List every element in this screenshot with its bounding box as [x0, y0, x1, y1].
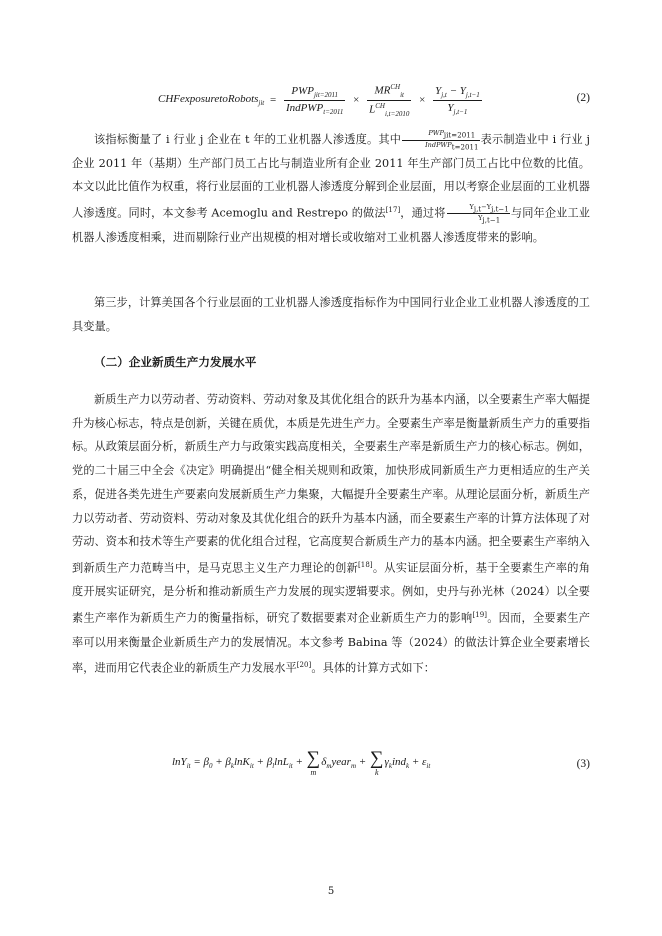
paragraph-new-productivity: 新质生产力以劳动者、劳动资料、劳动对象及其优化组合的跃升为基本内涵，以全要素生产率大幅提升为核心标志，特点是创新，关键在质优，本质是先进生产力。全要素生产率是衡量新质生产力的重要指标。从政策层面分析，新质生产力与政策实践高度相关，全要素生产率是新质生产力的核心标志。例如，党的二十届三中全会《决定》明确提出“健全相关规则和政策，加快形成同新质生产力更相适应的生产关系，促进各类先进生产要素向发展新质生产力集聚，大幅提升全要素生产率。从理论层面分析，新质生产力以劳动者、劳动资料、劳动对象及其优化组合的跃升为基本内涵，而全要素生产率的计算方法体现了对劳动、资本和技术等生产要素的优化组合过程，它高度契合新质生产力的基本内涵。把全要素生产率纳入到新质生产力范畴当中，是马克思主义生产力理论的创新[18]。从实证层面分析，基于全要素生产率的角度开展实证研究，是分析和推动新质生产力发展的现实逻辑要求。例如，史丹与孙光林（2024）以全要素生产率作为新质生产力的衡量指标，研究了数据要素对企业新质生产力的影响[19]。因而，全要素生产率可以用来衡量企业新质生产力的发展情况。本文参考 Babina 等（2024）的做法计算企业全要素增长率，进而用它代表企业的新质生产力发展水平[20]。具体的计算方式如下： — [72, 393, 590, 675]
citation-19[interactable]: [19] — [472, 611, 488, 620]
eq2-number: (2) — [576, 92, 590, 104]
eq3-lhs: lnY$_{it}$ — [172, 756, 191, 771]
eq3-industry-term: $\gamma_kind_k + \varepsilon_{it}$ — [384, 756, 431, 771]
citation-20[interactable]: [20] — [296, 661, 312, 670]
citation-18[interactable]: [18] — [358, 560, 373, 569]
eq3-sum-year: ∑ m — [306, 748, 321, 777]
eq3-year-term: $\delta_myear_m$ + — [321, 756, 369, 771]
eq2-lhs: CHFexposuretoRobots$_{jit}$ — [158, 93, 265, 108]
inline-fraction-y: $\frac{Y_{j,t}-Y_{j,t-1}}{Y_{j,t-1}}$ — [447, 203, 510, 225]
eq3-rhs-terms: = $\beta_0 + \beta_k\ln K_{it} + \beta_l\ln L_{it}$ + — [190, 756, 306, 771]
eq3-number: (3) — [576, 758, 590, 770]
paper-page: CHFexposuretoRobots$_{jit}$ = $\frac{PWP_{jit=2011}}{IndPWP_{t=2011}}$ × $\frac{MR^{CH}_{it}}{L^{CH}_{i,t=2010}}$ × $\frac{Y_{j,t} - Y_{j,t-1}}{Y_{j,t-1}}$ (2) 该指标衡量了 i 行业 j 企业在 t 年的工业机器人渗透度。其中 $PWP_{jit=2011}$ IndPWP$_{t=2011}$ 表示制造业中 i 行业 j 企业 2011 年（基期）生产部门员工占比与制造业所有企业 2011 年生产部门员工占比中位数的比值。本文以此比值作为权重，将行业层面的工业机器人渗透度分解到企业层面，用以考察企业层面的工业机器人渗透度。同时，本文参考 Acemoglu and Restrepo 的做法[17]，通过将 $\frac{Y_{j,t}-Y_{j,t-1}}{Y_{j,t-1}}$ 与同年企业工业机器人渗透度相乘，进而剔除行业产出规模的相对增长或收缩对工业机器人渗透度带来的影响。 第三步，计算美国各个行业层面的工业机器人渗透度指标作为中国同行业企业工业机器人渗透度的工具变量。 （二）企业新质生产力发展水平 新质生产力以劳动者、劳动资料、劳动对象及其优化组合的跃升为基本内涵，以全要素生产率大幅提升为核心标志，特点是创新，关键在质优，本质是先进生产力。全要素生产率是衡量新质生产力的重要指标。从政策层面分析，新质生产力与政策实践高度相关，全要素生产率是新质生产力的核心标志。例如，党的二十届三中全会《决定》明确提出“健全相关规则和政策，加快形成同新质生产力更相适应的生产关系，促进各类先进生产要素向发展新质生产力集聚，大幅提升全要素生产率。从理论层面分析，新质生产力以劳动者、劳动资料、劳动对象及其优化组合的跃升为基本内涵，而全要素生产率的计算方法体现了对劳动、资本和技术等生产要素的优化组合过程，它高度契合新质生产力的基本内涵。把全要素生产率纳入到新质生产力范畴当中，是马克思主义生产力理论的创新[18]。从实证层面分析，基于全要素生产率的角度开展实证研究，是分析和推动新质生产力发展的现实逻辑要求。例如，史丹与孙光林（2024）以全要素生产率作为新质生产力的衡量指标，研究了数据要素对企业新质生产力的影响[19]。因而，全要素生产率可以用来衡量企业新质生产力的发展情况。本文参考 Babina 等（2024）的做法计算企业全要素增长率，进而用它代表企业的新质生产力发展水平[20]。具体的计算方式如下： $\ln Y_{it} = \beta_0 + \beta_k\ln K_{it} + \beta_l\ln L_{it}$ + ∑ m $\delta_myear_m$ + ∑ k $\gamma_kind_k + \varepsilon_{it}$ (3) 5 — [0, 0, 662, 936]
eq2-fraction-mr: $\frac{MR^{CH}_{it}}{L^{CH}_{i,t=2010}}$ — [369, 83, 410, 118]
eq2-fraction-y: $\frac{Y_{j,t} - Y_{j,t-1}}{Y_{j,t-1}}$ — [435, 84, 480, 117]
eq3-sum-industry: ∑ k — [369, 748, 384, 777]
paragraph-robot-penetration: 该指标衡量了 i 行业 j 企业在 t 年的工业机器人渗透度。其中 $PWP_{jit=2011}$ IndPWP$_{t=2011}$ 表示制造业中 i 行业 j 企业 2011 年（基期）生产部门员工占比与制造业所有企业 2011 年生产部门员工占比中位数的比值。本文以此比值作为权重，将行业层面的工业机器人渗透度分解到企业层面，用以考察企业层面的工业机器人渗透度。同时，本文参考 Acemoglu and Restrepo 的做法[17]，通过将 $\frac{Y_{j,t}-Y_{j,t-1}}{Y_{j,t-1}}$ 与同年企业工业机器人渗透度相乘，进而剔除行业产出规模的相对增长或收缩对工业机器人渗透度带来的影响。 — [72, 129, 590, 244]
page-number: 5 — [327, 886, 335, 897]
eq2-fraction-pwp: $\frac{PWP_{jit=2011}}{IndPWP_{t=2011}}$ — [285, 84, 344, 117]
section-heading: （二）企业新质生产力发展水平 — [94, 355, 257, 369]
inline-fraction-pwp: $PWP_{jit=2011}$ IndPWP$_{t=2011}$ — [402, 129, 479, 151]
paragraph-instrument-variable: 第三步，计算美国各个行业层面的工业机器人渗透度指标作为中国同行业企业工业机器人渗透度的工具变量。 — [72, 296, 590, 333]
citation-17[interactable]: [17] — [385, 206, 401, 215]
